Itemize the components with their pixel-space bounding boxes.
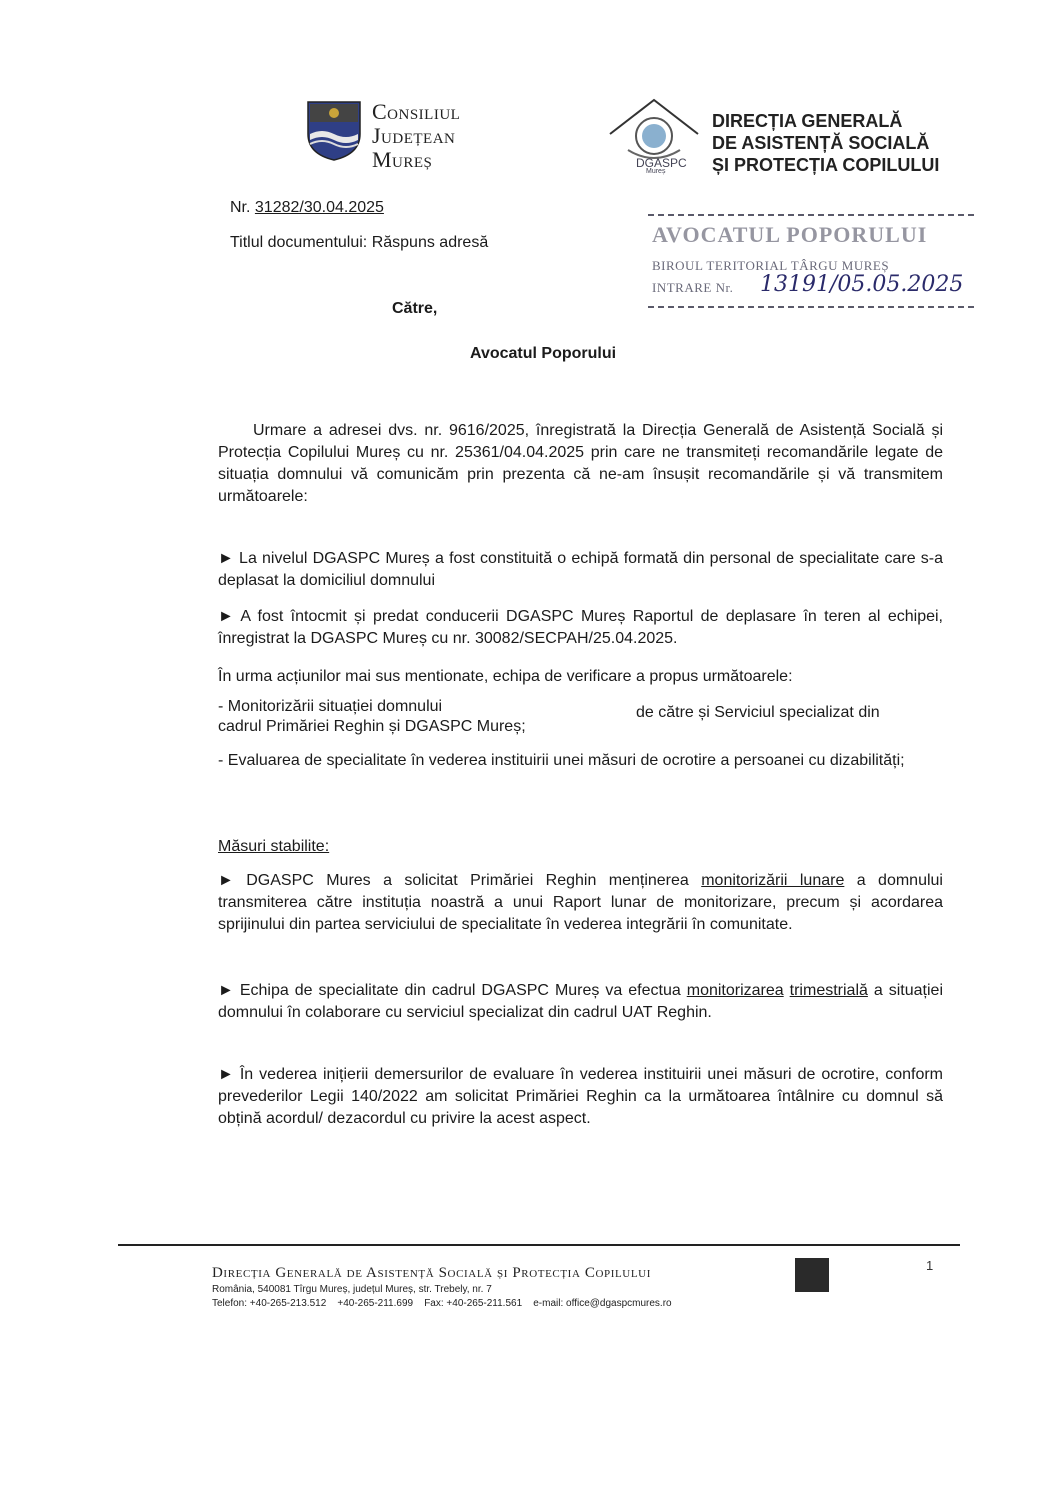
dgaspc-name [712, 110, 939, 176]
dgaspc-line-3: ȘI PROTECȚIA COPILULUI [712, 155, 940, 175]
dash-item-1c: cadrul Primăriei Reghin și DGASPC Mureș; [218, 718, 526, 735]
council-line-1: Consiliul [372, 99, 461, 124]
dash-item-2: - Evaluarea de specialitate în vederea instituirii unei măsuri de ocrotire a persoanei cu dizabilități; [218, 752, 905, 769]
measure-2-text-b: a situației domnului în colaborare cu serviciul specializat din cadrul UAT Reghin. [218, 982, 943, 1021]
doc-number [230, 197, 384, 219]
dgaspc-logo-sub: Mureș [646, 168, 666, 175]
council-name [372, 100, 460, 172]
footer-title: Direcția Generală de Asistență Socială și Protecția Copilului [212, 1265, 651, 1281]
dgaspc-logo-label: DGASPC [636, 156, 687, 170]
measure-1-underlined: monitorizării lunare [701, 872, 845, 889]
council-line-3: Mureș [372, 147, 433, 172]
measures-heading: Măsuri stabilite: [218, 838, 330, 855]
doc-number-value: 31282/30.04.2025 [254, 199, 384, 216]
council-line-2: Județean [372, 123, 456, 148]
measure-3 [218, 1064, 943, 1130]
bullet-1 [218, 548, 943, 592]
footer-address: România, 540081 Tîrgu Mureș, județul Mureș, str. Trebely, nr. 7 [212, 1284, 492, 1295]
doc-title: Titlul documentului: Răspuns adresă [230, 234, 489, 251]
measure-1 [218, 870, 943, 936]
measure-3-text: În vederea inițierii demersurilor de evaluare în vederea instituirii unei măsuri de ocrotire, conform prevederilor Legii 140/2022 am solicitat Primăriei Reghin ca la următoarea întâlnire cu domnul să obțină acordul/ dezacordul cu privire la acest aspect. [218, 1066, 943, 1127]
measure-2-underlined-1: monitorizarea [686, 982, 784, 999]
page-number: 1 [926, 1258, 934, 1273]
bullet-arrow-icon: ► [218, 1066, 234, 1083]
bullet-arrow-icon: ► [218, 608, 234, 625]
doc-number-label: Nr. [230, 199, 251, 216]
stamp-handwritten-number: 13191/05.05.2025 [760, 272, 964, 297]
council-coat-of-arms [306, 100, 362, 162]
bullet-2-text: A fost întocmit și predat conducerii DGASPC Mureș Raportul de deplasare în teren al echipei, înregistrat la DGASPC Mureș cu nr. 30082/SECPAH/25.04.2025. [218, 608, 944, 647]
dgaspc-line-2: DE ASISTENȚĂ SOCIALĂ [712, 133, 930, 153]
dash-item-1b: de către și Serviciul specializat din [636, 704, 880, 721]
dgaspc-logo [606, 96, 702, 176]
measure-1-text-b: a domnului transmiterea către instituția noastră a unui Raport lunar de monitorizare, precum și acordarea sprijinului din partea serviciului de specialitate în vederea integrării în comunitate. [218, 872, 943, 933]
dash-item-1a: - Monitorizării situației domnului [218, 698, 443, 715]
measure-2-underlined-2: trimestrială [789, 982, 868, 999]
bullet-arrow-icon: ► [218, 872, 234, 889]
stamp-line-2: BIROUL TERITORIAL TÂRGU MUREȘ [652, 258, 890, 273]
footer-divider [118, 1244, 960, 1246]
measure-1-text-a: DGASPC Mures a solicitat Primăriei Reghin menținerea [246, 872, 689, 889]
registration-stamp [648, 214, 974, 308]
footer-contact: Telefon: +40-265-213.512 +40-265-211.699 Fax: +40-265-211.561 e-mail: office@dgaspcmures.ro [212, 1298, 672, 1309]
bullet-arrow-icon: ► [218, 982, 234, 999]
bullet-arrow-icon: ► [218, 550, 234, 567]
stamp-line-3: INTRARE Nr. [652, 280, 734, 295]
measure-2-text-a: Echipa de specialitate din cadrul DGASPC Mureș va efectua [239, 982, 681, 999]
to-label: Către, [392, 300, 438, 317]
measure-2 [218, 980, 943, 1024]
intro-paragraph: Urmare a adresei dvs. nr. 9616/2025, înregistrată la Direcția Generală de Asistență Socială și Protecția Copilului Mureș cu nr. 25361/04.04.2025 prin care ne transmiteți recomandările legate de situația domnului vă comunicăm prin prezenta că ne-am însușit recomandările și vă transmitem următoarele: [218, 422, 943, 505]
stamp-line-1: AVOCATUL POPORULUI [652, 222, 928, 247]
actions-intro: În urma acțiunilor mai sus mentionate, echipa de verificare a propus următoarele: [218, 668, 793, 685]
footer-qr-block [795, 1258, 829, 1292]
recipient: Avocatul Poporului [470, 345, 617, 362]
bullet-2 [218, 606, 943, 650]
dgaspc-line-1: DIRECȚIA GENERALĂ [712, 111, 903, 131]
bullet-1-text: La nivelul DGASPC Mureș a fost constituită o echipă formată din personal de specialitate care s-a deplasat la domiciliul domnului [218, 550, 944, 589]
